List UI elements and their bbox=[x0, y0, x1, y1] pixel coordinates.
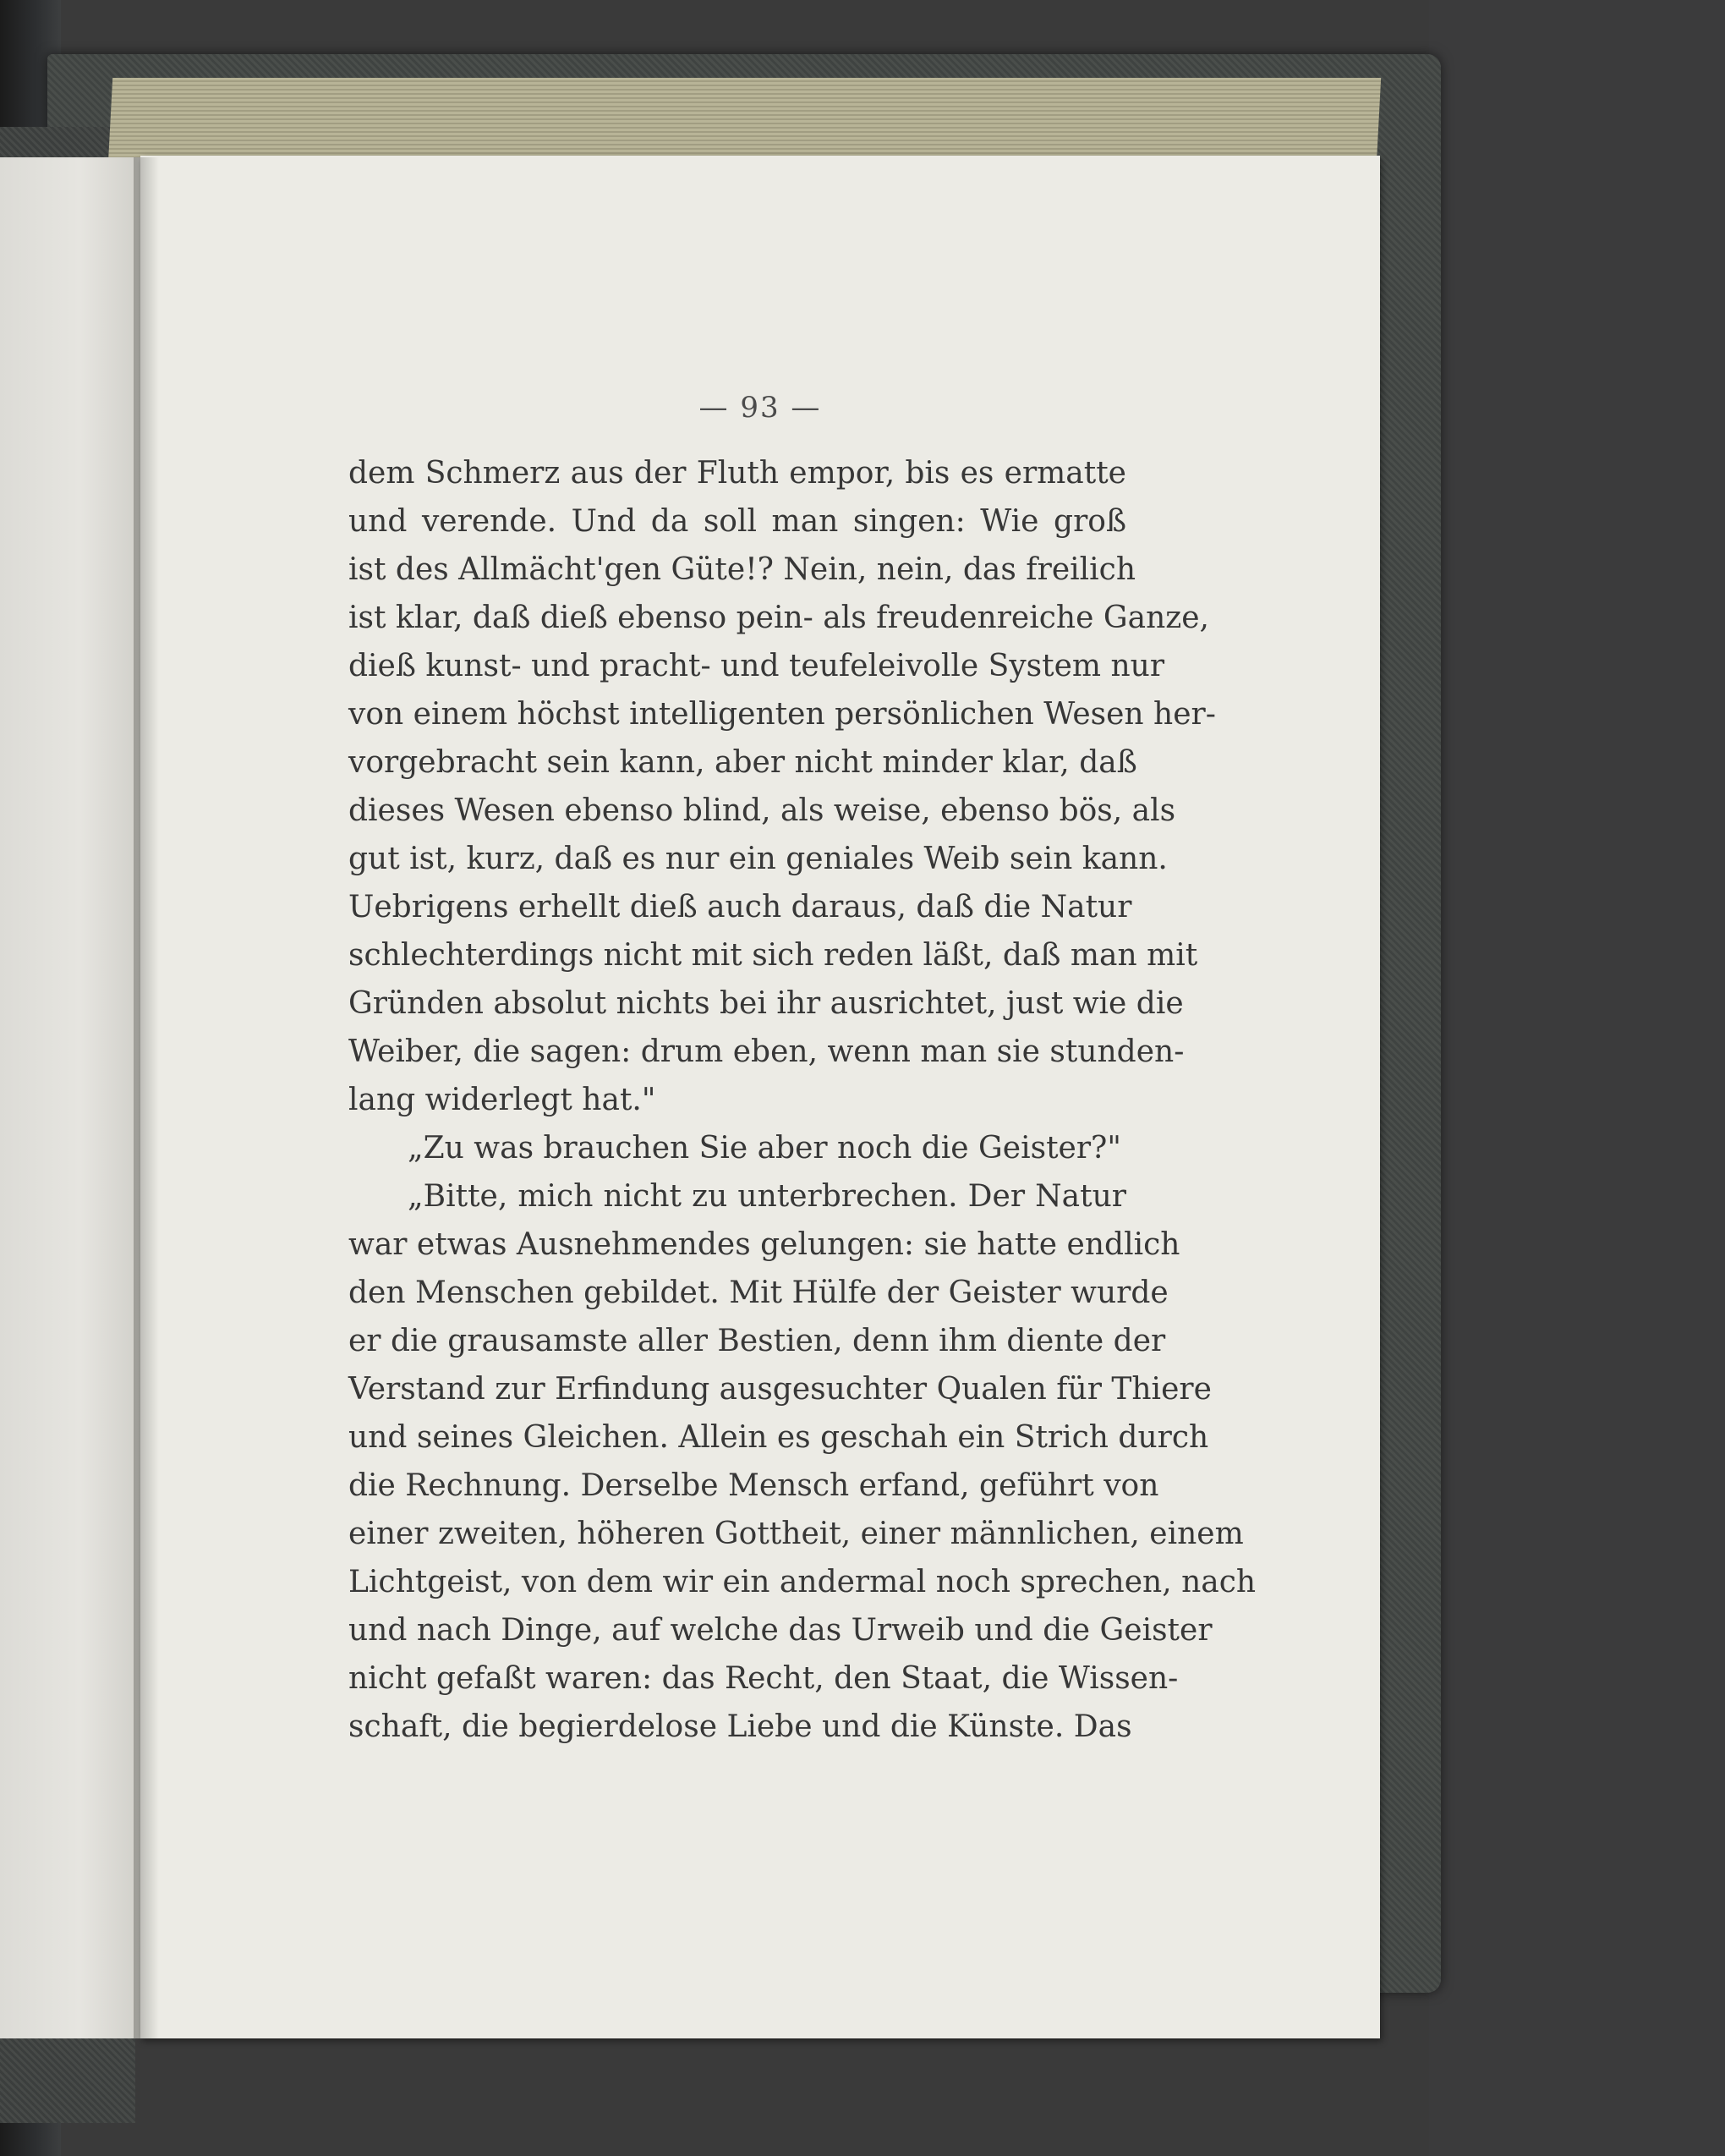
text-line: von einem höchst intelligenten persönlichen Wesen her- bbox=[348, 697, 1216, 732]
text-line: Gründen absolut nichts bei ihr ausrichtet, just wie die bbox=[348, 986, 1184, 1021]
text-line: Lichtgeist, von dem wir ein andermal noch sprechen, nach bbox=[348, 1565, 1257, 1599]
book-page bbox=[140, 156, 1380, 2038]
text-line: einer zweiten, höheren Gottheit, einer männlichen, einem bbox=[348, 1517, 1244, 1551]
text-line: war etwas Ausnehmendes gelungen: sie hatte endlich bbox=[348, 1227, 1180, 1262]
page-number: — 93 — bbox=[698, 391, 822, 425]
text-line: lang widerlegt hat." bbox=[348, 1083, 656, 1117]
text-line: schaft, die begierdelose Liebe und die Künste. Das bbox=[348, 1709, 1132, 1744]
text-line: Uebrigens erhellt dieß auch daraus, daß die Natur bbox=[348, 890, 1132, 924]
gutter-shadow bbox=[134, 157, 159, 2038]
text-line: Weiber, die sagen: drum eben, wenn man sie stunden- bbox=[348, 1034, 1185, 1069]
text-line: Verstand zur Erfindung ausgesuchter Qualen für Thiere bbox=[348, 1372, 1212, 1407]
page-text bbox=[348, 449, 1257, 1751]
text-line: die Rechnung. Derselbe Mensch erfand, geführt von bbox=[348, 1468, 1159, 1503]
text-line: dieses Wesen ebenso blind, als weise, ebenso bös, als bbox=[348, 793, 1176, 828]
text-line: und verende. Und da soll man singen: Wie groß bbox=[348, 504, 1126, 539]
background-right bbox=[1429, 0, 1725, 2156]
text-line: vorgebracht sein kann, aber nicht minder klar, daß bbox=[348, 745, 1137, 780]
text-line: dem Schmerz aus der Fluth empor, bis es ermatte bbox=[348, 456, 1126, 491]
text-line: und seines Gleichen. Allein es geschah ein Strich durch bbox=[348, 1420, 1209, 1455]
text-line: nicht gefaßt waren: das Recht, den Staat, die Wissen- bbox=[348, 1661, 1179, 1696]
text-line: „Zu was brauchen Sie aber noch die Geister?" bbox=[408, 1131, 1121, 1166]
text-line: ist klar, daß dieß ebenso pein- als freudenreiche Ganze, bbox=[348, 601, 1209, 635]
text-line: dieß kunst- und pracht- und teufeleivolle System nur bbox=[348, 649, 1165, 683]
left-page bbox=[0, 157, 145, 2038]
text-line: „Bitte, mich nicht zu unterbrechen. Der Natur bbox=[408, 1179, 1126, 1214]
text-line: er die grausamste aller Bestien, denn ihm diente der bbox=[348, 1324, 1166, 1358]
text-line: den Menschen gebildet. Mit Hülfe der Geister wurde bbox=[348, 1275, 1169, 1310]
text-line: schlechterdings nicht mit sich reden läßt, daß man mit bbox=[348, 938, 1198, 973]
text-line: ist des Allmächt'gen Güte!? Nein, nein, das freilich bbox=[348, 552, 1136, 587]
text-line: und nach Dinge, auf welche das Urweib und die Geister bbox=[348, 1613, 1213, 1648]
text-line: gut ist, kurz, daß es nur ein geniales Weib sein kann. bbox=[348, 842, 1168, 876]
